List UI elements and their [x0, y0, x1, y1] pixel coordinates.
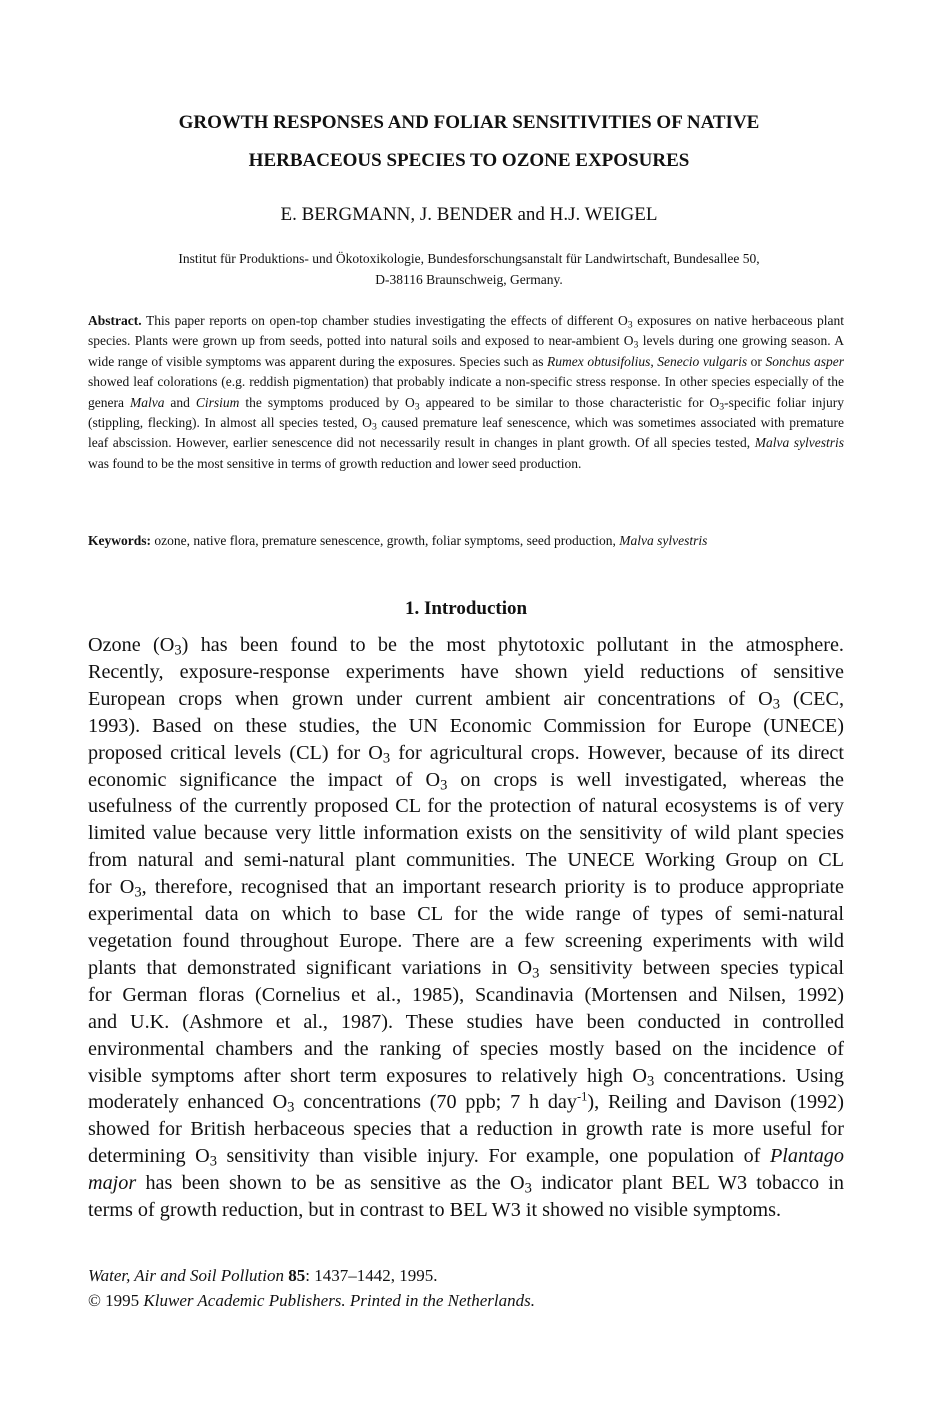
abstract-text: showed leaf colorations (e.g. reddish pigmentation) that probably indicate a non-specific stress response. In other species especially of the genera	[88, 374, 844, 410]
intro-line: environmental chambers and the ranking of species mostly based on the incidence of	[88, 1037, 844, 1060]
subscript: 3	[719, 401, 725, 413]
intro-line	[88, 874, 844, 901]
text: European crops when grown under current ambient air concentrations of O	[88, 687, 773, 710]
keywords-species: Malva sylvestris	[619, 533, 708, 548]
species-name: Plantago	[769, 1145, 844, 1168]
text: has been shown to be as sensitive as the O	[136, 1172, 525, 1195]
text: determining O	[88, 1145, 210, 1168]
copyright-symbol: © 1995	[88, 1291, 144, 1310]
abstract-text: -specific foliar injury (stippling, flecking). In almost all species tested, O	[88, 394, 844, 431]
text: ) has been found to be the most phytotoxic pollutant in the atmosphere.	[181, 634, 844, 656]
keywords	[88, 531, 844, 551]
intro-line	[88, 686, 844, 713]
subscript: 3	[646, 1073, 655, 1090]
author-list: E. BERGMANN, J. BENDER and H.J. WEIGEL	[280, 204, 658, 225]
subscript: 3	[633, 339, 639, 351]
intro-line	[88, 1063, 844, 1090]
subscript: 3	[382, 750, 391, 767]
intro-line	[88, 1089, 844, 1116]
keywords-label: Keywords:	[88, 533, 151, 548]
subscript: 3	[174, 642, 182, 659]
superscript: -1	[576, 1089, 588, 1104]
text: economic significance the impact of O	[88, 768, 441, 791]
abstract-text: the symptoms produced by O	[239, 394, 415, 410]
intro-line: 1993). Based on these studies, the UN Economic Commission for Europe (UNECE)	[88, 714, 844, 737]
subscript: 3	[414, 401, 420, 413]
intro-line: from natural and semi-natural plant communities. The UNECE Working Group on CL	[88, 849, 844, 872]
text: on crops is well investigated, whereas the	[447, 768, 844, 791]
species-name: major	[88, 1172, 137, 1195]
text: (CEC,	[779, 687, 844, 710]
journal-volume: 85	[284, 1266, 306, 1285]
keywords-text: ozone, native flora, premature senescence, growth, foliar symptoms, seed production,	[151, 533, 620, 548]
abstract-text: ,	[650, 353, 658, 369]
title-line-1: GROWTH RESPONSES AND FOLIAR SENSITIVITIES OF NATIVE	[178, 112, 760, 133]
abstract-label: Abstract.	[88, 313, 142, 328]
species-name: Malva sylvestris	[754, 435, 844, 451]
subscript: 3	[627, 319, 633, 331]
abstract-text: caused premature leaf senescence, which was sometimes associated with premature leaf abscission. However, earlier senescence did not necessarily result in changes in plant growth. Of all species tested,	[88, 415, 844, 451]
subscript: 3	[209, 1153, 217, 1170]
abstract-text: and	[164, 394, 196, 410]
intro-line	[88, 767, 844, 794]
intro-line: for German floras (Cornelius et al., 1985), Scandinavia (Mortensen and Nilsen, 1992)	[88, 983, 844, 1006]
affiliation	[110, 248, 828, 290]
intro-line: usefulness of the currently proposed CL for the protection of natural ecosystems is of very	[88, 795, 844, 818]
journal-name: Water, Air and Soil Pollution	[88, 1266, 284, 1285]
abstract	[88, 311, 844, 474]
text: plants that demonstrated significant variations in O	[88, 956, 533, 979]
citation-footer	[88, 1263, 844, 1313]
intro-line	[88, 1143, 844, 1170]
abstract-text: levels during one growing season. A wide range of visible symptoms was apparent during the exposures. Species such as	[88, 333, 845, 369]
intro-line: vegetation found throughout Europe. There are a few screening experiments with wild	[88, 929, 844, 952]
text: ), Reiling and Davison (1992)	[587, 1091, 844, 1114]
journal-citation	[88, 1263, 844, 1288]
text: proposed critical levels (CL) for O	[88, 741, 383, 764]
text: moderately enhanced O	[88, 1091, 288, 1114]
text: sensitivity than visible injury. For example, one population of	[216, 1145, 770, 1168]
text: concentrations (70 ppb; 7 h day	[294, 1091, 577, 1114]
species-name: Sonchus asper	[765, 353, 845, 369]
abstract-text: or	[747, 353, 766, 369]
subscript: 3	[287, 1100, 295, 1117]
subscript: 3	[532, 965, 540, 982]
abstract-text: exposures on native herbaceous plant species. Plants were grown up from seeds, potted into natural soils and exposed to near-ambient O	[88, 313, 845, 349]
copyright-line	[88, 1288, 844, 1313]
copyright-text: Kluwer Academic Publishers. Printed in the Netherlands.	[143, 1291, 536, 1310]
intro-line	[88, 632, 844, 659]
abstract-text: This paper reports on open-top chamber studies investigating the effects of different O	[146, 313, 628, 328]
intro-line: limited value because very little information exists on the sensitivity of wild plant species	[88, 822, 844, 845]
text: concentrations. Using	[654, 1064, 844, 1087]
subscript: 3	[371, 421, 377, 433]
intro-line	[88, 955, 844, 982]
subscript: 3	[440, 777, 448, 794]
text: indicator plant BEL W3 tobacco in	[531, 1172, 845, 1195]
abstract-text: appeared to be similar to those characteristic for O	[419, 394, 720, 410]
species-name: Senecio vulgaris	[657, 353, 748, 369]
text: Ozone (O	[88, 634, 175, 656]
title-line-2: HERBACEOUS SPECIES TO OZONE EXPOSURES	[248, 150, 690, 171]
journal-pages: : 1437–1442, 1995.	[305, 1266, 438, 1285]
section-heading: 1. Introduction	[404, 598, 528, 619]
species-name: Cirsium	[195, 394, 240, 410]
subscript: 3	[134, 884, 142, 901]
affiliation-line-1: Institut für Produktions- und Ökotoxikologie, Bundesforschungsanstalt für Landwirtschaft, Bundesallee 50,	[178, 251, 760, 266]
intro-line: and U.K. (Ashmore et al., 1987). These studies have been conducted in controlled	[88, 1010, 844, 1033]
intro-line	[88, 1170, 844, 1197]
introduction-body	[88, 632, 844, 1224]
affiliation-line-2: D-38116 Braunschweig, Germany.	[375, 272, 563, 287]
text: for agricultural crops. However, because of its direct	[390, 741, 845, 764]
species-name: Malva	[129, 394, 165, 410]
text: for O	[88, 876, 135, 899]
subscript: 3	[772, 696, 780, 713]
paper-title	[90, 104, 848, 180]
text: , therefore, recognised that an important research priority is to produce appropriate	[141, 876, 844, 899]
abstract-text: was found to be the most sensitive in terms of growth reduction and lower seed production.	[88, 455, 582, 471]
text: visible symptoms after short term exposures to relatively high O	[88, 1064, 647, 1087]
species-name: Rumex obtusifolius	[547, 353, 651, 369]
intro-line: terms of growth reduction, but in contrast to BEL W3 it showed no visible symptoms.	[88, 1199, 782, 1222]
intro-line: Recently, exposure-response experiments have shown yield reductions of sensitive	[88, 660, 844, 683]
text: sensitivity between species typical	[539, 956, 844, 979]
intro-line: showed for British herbaceous species that a reduction in growth rate is more useful for	[88, 1118, 844, 1141]
intro-line: experimental data on which to base CL for the wide range of types of semi-natural	[88, 903, 844, 926]
intro-line	[88, 740, 844, 767]
subscript: 3	[524, 1180, 532, 1197]
